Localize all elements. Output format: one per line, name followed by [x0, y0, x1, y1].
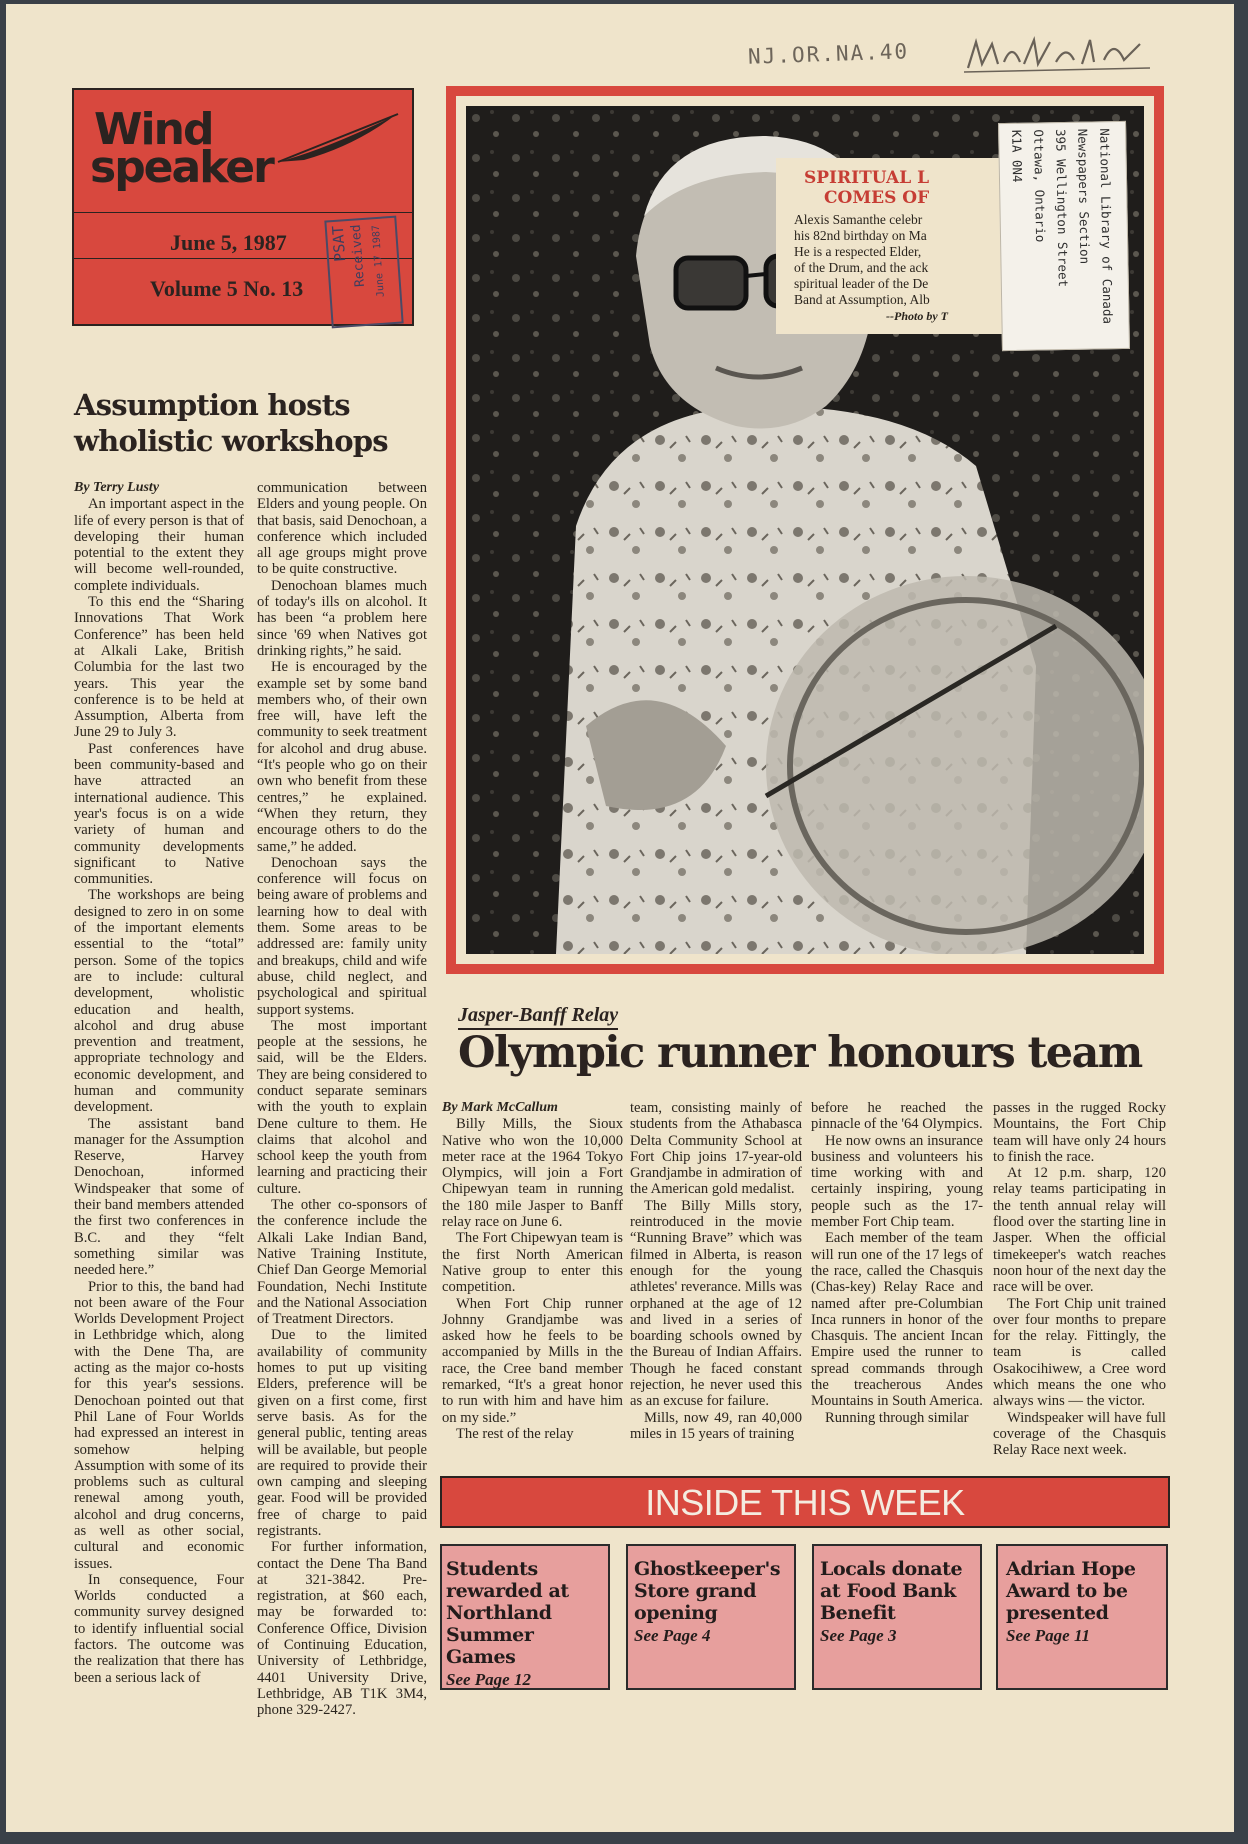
article1-byline: By Terry Lusty: [74, 480, 160, 495]
article2-column-4: passes in the rugged Rocky Mountains, the Fort Chip team will have only 24 hours to finish the race. At 12 p.m. sharp, 120 relay teams participating in the tenth annual relay will flood over the starting line in Jasper. When the official timekeeper's watch reaches noon hour of the next day the race will be over. The Fort Chip unit trained over four months to prepare for the relay. Fittingly, the team is called Osakocihiwew, a Cree word which means the one who always wins — the victor. Windspeaker will have full coverage of the Chasquis Relay Race next week.: [993, 1100, 1166, 1459]
article2-kicker: Jasper-Banff Relay: [458, 1004, 618, 1030]
caption-line: his 82nd birthday on Ma: [794, 228, 927, 243]
caption-line: He is a respected Elder,: [794, 244, 922, 259]
promo-title: Locals donate at Food Bank Benefit: [820, 1558, 963, 1624]
article1-column-1: By Terry Lusty An important aspect in the life of every person is that of developing their human potential to the extent they will become well-rounded, complete individuals. To this end the “Sharing Innovations That Work Conference” has been held at Alkali Lake, British Columbia for the last two years. This year the conference is to be held at Assumption, Alberta from June 29 to July 3. Past conferences have been community-based and have attracted an international audience. This year's focus is on a wide variety of human and community developments significant to Native communities. The workshops are being designed to zero in on some of the important elements essential to the “total” person. Some of the topics are to include: cultural development, wholistic education and health, alcohol and drug abuse prevention and treatment, appropriate technology and economic development, and human and community development. The assistant band manager for the Assumption Reserve, Harvey Denochoan, informed Windspeaker that some of their band members attended the first two conferences in B.C. and they “felt something similar was needed here.” Prior to this, the band had not been aware of the Four Worlds Development Project in Lethbridge which, along with the Dene Tha, are acting as the major co-hosts for this year's sessions. Denochoan pointed out that Phil Lane of Four Worlds had expressed an interest in somehow helping Assumption with some of its problems such as cultural renewal among youth, alcohol and drug concerns, as well as other social, cultural and economic issues. In consequence, Four Worlds conducted a community survey designed to identify influential social factors. The outcome was the realization that there has been a serious lack of: [74, 480, 244, 1686]
issue-date: June 5, 1987: [170, 230, 287, 255]
article1-headline-2: wholistic workshops: [74, 424, 388, 458]
article2-column-3: before he reached the pinnacle of the '64 Olympics. He now owns an insurance business and volunteers his time working with and certainly inspiring, young people such as the 17-member Fort Chip team. Each member of the team will run one of the 17 legs of the race, called the Chasquis (Chas-key) Relay Race and named after pre-Columbian Inca runners in honor of the Chasquis. The ancient Incan Empire used the runner to spread commands through the treacherous Andes Mountains in South America. Running through similar: [811, 1100, 983, 1426]
promo-box[interactable]: [812, 1544, 982, 1690]
masthead-title-speaker: speaker: [90, 142, 273, 193]
feather-icon: [274, 110, 404, 175]
promo-page-ref: See Page 11: [1006, 1626, 1091, 1645]
promo-box[interactable]: [626, 1544, 796, 1690]
caption-line: Alexis Samanthe celebr: [794, 212, 923, 227]
promo-title: Adrian Hope Award to be presented: [1006, 1558, 1136, 1624]
promo-page-ref: See Page 12: [446, 1670, 531, 1689]
article2-headline: Olympic runner honours team: [458, 1028, 1142, 1078]
inside-title: INSIDE THIS WEEK: [645, 1482, 965, 1523]
photo-caption-box: [776, 158, 1026, 334]
article2-column-1: By Mark McCallum Billy Mills, the Sioux Native who won the 10,000 meter race at the 1964 Tokyo Olympics, will join a Fort Chipewyan team in running the 180 mile Jasper to Banff relay race on June 6. The Fort Chipewyan team is the first North American Native group to enter this competition. When Fort Chip runner Johnny Grandjambe was asked how he feels to be accompanied by Mills in the race, the Cree band member remarked, “It's a great honor to run with him and have him on my side.” The rest of the relay: [442, 1100, 623, 1442]
promo-page-ref: See Page 3: [820, 1626, 897, 1645]
inside-banner: [440, 1476, 1170, 1528]
masthead: [72, 88, 414, 326]
promo-page-ref: See Page 4: [634, 1626, 711, 1645]
promo-box[interactable]: [440, 1544, 610, 1690]
caption-line: Band at Assumption, Alb: [794, 292, 930, 307]
caption-title-1: SPIRITUAL L: [804, 168, 930, 188]
caption-line: of the Drum, and the ack: [794, 260, 929, 275]
newspaper-page: [6, 4, 1234, 1832]
promo-box[interactable]: [996, 1544, 1168, 1690]
library-label: National Library of Canada Newspapers Section 395 Wellington Street Ottawa, Ontario K1A 0N4: [998, 121, 1130, 351]
caption-title-2: COMES OF: [824, 188, 930, 208]
promo-title: Ghostkeeper's Store grand opening: [634, 1558, 781, 1624]
scrawl-signature: [964, 34, 1154, 76]
masthead-title-wind: Wind: [94, 104, 213, 155]
promo-title: Students rewarded at Northland Summer Games: [446, 1558, 569, 1668]
caption-line: spiritual leader of the De: [794, 276, 929, 291]
catalog-handwriting: NJ.OR.NA.40: [747, 39, 910, 69]
photo-credit: --Photo by T: [886, 309, 948, 323]
article1-column-2: communication between Elders and young people. On that basis, said Denochoan, a conference which included all age groups might prove to be quite constructive. Denochoan blames much of today's ills on alcohol. It has been “a problem here since '69 when Natives got drinking rights,” he said. He is encouraged by the example set by some band members who, of their own free will, have left the community to seek treatment for alcohol and drug abuse. “It's people who go on their own who benefit from these centres,” he explained. “When they return, they encourage others to do the same,” he added. Denochoan says the conference will focus on being aware of problems and learning how to deal with them. Some areas to be addressed are: family unity and breakups, child and wife abuse, child neglect, and psychological and spiritual support systems. The most important people at the sessions, he said, will be the Elders. They are being considered to conduct separate seminars with the youth to explain Dene culture to them. He claims that alcohol and school keep the youth from learning and practicing their culture. The other co-sponsors of the conference include the Alkali Lake Indian Band, Native Training Institute, Chief Dan George Memorial Foundation, Nechi Institute and the National Association of Treatment Directors. Due to the limited availability of community homes to put up visiting Elders, preference will be given on a first come, first serve basis. As for the general public, tenting areas will be available, but people are required to provide their own camping and sleeping gear. Food will be provided free of charge to paid registrants. For further information, contact the Dene Tha Band at 321-3842. Pre-registration, at $60 each, may be forwarded to: Conference Office, Division of Continuing Education, University of Lethbridge, 4401 University Drive, Lethbridge, AB T1K 3M4, phone 329-2427.: [257, 480, 427, 1719]
article1-headline-1: Assumption hosts: [74, 388, 350, 422]
article2-column-2: team, consisting mainly of students from the Athabasca Delta Community School at Fort Chip joins 17-year-old Grandjambe in admiration of the American gold medalist. The Billy Mills story, reintroduced in the movie “Running Brave” which was filmed in Alberta, is reason enough for the young athletes' reverance. Mills was orphaned at the age of 12 and lived in a series of boarding schools owned by the Bureau of Indian Affairs. Though he faced constant rejection, he never used this as an excuse for failure. Mills, now 49, ran 40,000 miles in 15 years of training: [630, 1100, 803, 1442]
issue-volume: Volume 5 No. 13: [150, 276, 304, 301]
received-stamp: PSAT Received June 17 1987: [324, 216, 403, 329]
article2-byline: By Mark McCallum: [442, 1100, 558, 1115]
